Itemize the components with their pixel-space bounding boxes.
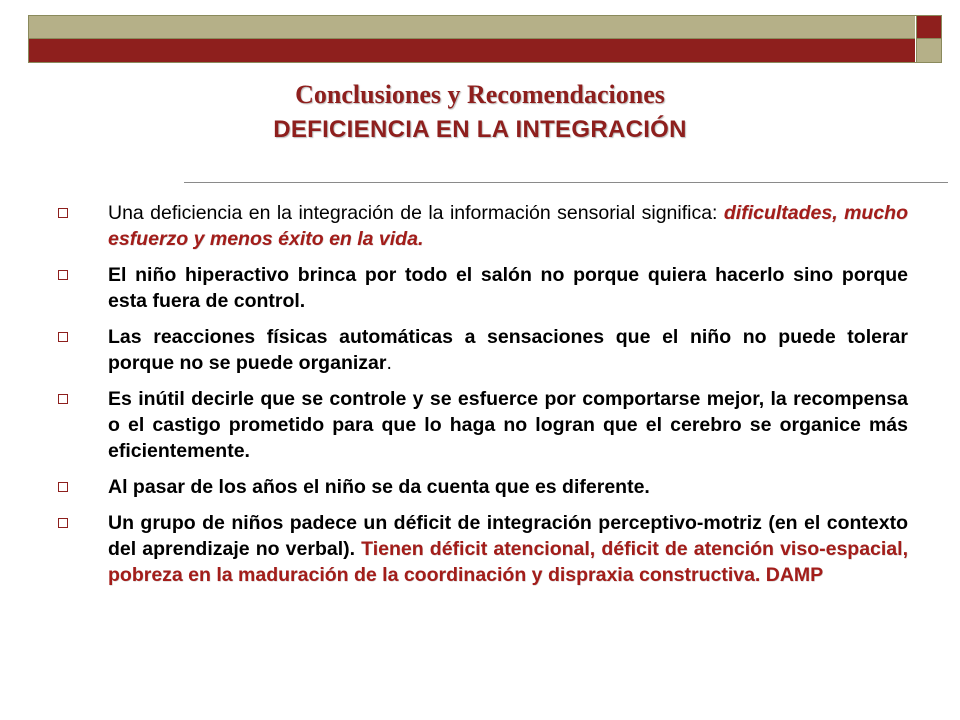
bullet-emphasis: dificultades, mucho esfuerzo y menos éxito en la vida. [108,202,908,250]
slide-header-bar [28,15,942,63]
header-bar-maroon-band [29,39,915,62]
bullet-item-3 [56,324,908,376]
slide-title: Conclusiones y Recomendaciones [295,80,665,109]
bullet-text: Es inútil decirle que se controle y se esfuerce por comportarse mejor, la recompensa o el castigo prometido para que lo haga no logran que el cerebro se organice más eficientemente. [108,388,908,462]
hollow-square-bullet-icon [58,394,68,404]
bullet-item-2 [56,262,908,314]
bullet-text: El niño hiperactivo brinca por todo el salón no porque quiera hacerlo sino porque esta fuera de control. [108,264,908,312]
bullet-item-6 [56,510,908,588]
bullet-text: Al pasar de los años el niño se da cuenta que es diferente. [108,476,650,498]
hollow-square-bullet-icon [58,270,68,280]
bullet-trailing-period: . [386,352,392,374]
bullet-text: Un grupo de niños padece un déficit de integración perceptivo-motriz (en el contexto del aprendizaje no verbal). [108,512,908,560]
bullet-item-5 [56,474,908,500]
header-bar-corner-maroon [916,16,941,39]
title-divider [184,182,948,183]
header-bar-corner-olive [916,39,941,62]
hollow-square-bullet-icon [58,482,68,492]
hollow-square-bullet-icon [58,208,68,218]
bullet-text: Las reacciones físicas automáticas a sensaciones que el niño no puede tolerar porque no se puede organizar [108,326,908,374]
slide-subtitle: DEFICIENCIA EN LA INTEGRACIÓN [273,116,687,143]
bullet-item-1 [56,200,908,252]
header-bar-olive-band [29,16,915,39]
bullet-emphasis: Tienen déficit atencional, déficit de atención viso-espacial, pobreza en la maduración de la coordinación y dispraxia constructiva. DAMP [108,538,908,586]
hollow-square-bullet-icon [58,332,68,342]
bullet-text: Una deficiencia en la integración de la información sensorial significa: [108,202,724,224]
hollow-square-bullet-icon [58,518,68,528]
bullet-list [56,200,908,598]
bullet-item-4 [56,386,908,464]
